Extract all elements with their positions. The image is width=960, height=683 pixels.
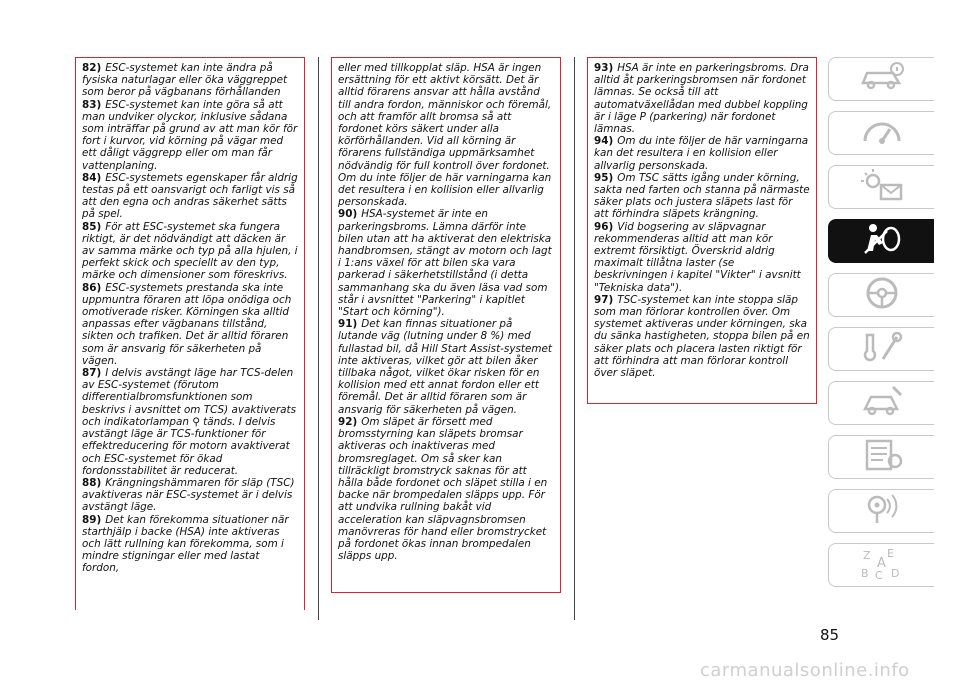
warning-note [82,99,298,172]
note-number: 89) [82,513,102,526]
note-text: HSA är inte en parkeringsbroms. Dra alltid åt parkeringsbromsen när fordonet lämnas. Se också till att automatväxellådan med dubbel koppling är i läge P (parkering) när fordonet lämnas. [594,62,809,136]
note-number: 93) [594,62,614,74]
emergency-tools-icon [857,329,907,369]
warning-note [338,318,554,416]
technical-data-icon [857,437,907,477]
warning-note [82,514,298,575]
text-column-3 [587,57,817,404]
note-text: Om släpet är försett med bromsstyrning kan släpets bromsar aktiveras och inaktiveras med bromsreglaget. Om så sker kan tillräckligt bromstryck saknas för att hålla både fordonet och släpet stilla i en backe när brompedalen släpps upp. För att undvika rullning bakåt vid acceleration kan släpvagnsbromsen manövreras för hand eller bromstrycket på fordonet ökas innan brompedalen släpps upp. [338,415,548,563]
warning-note [82,62,298,99]
warning-lights-icon [857,167,907,207]
note-text: Det kan finnas situationer på lutande väg (lutning under 8 %) med fullastad bil, då Hill Start Assist-systemet inte aktiveras, vilket gör att bilen åker tillbaka något, vilket ökar risken för en kollision med ett annat fordon eller ett föremål. Det är alltid föraren som är ansvarig för säkerheten på vägen. [338,318,552,416]
svg-text:D: D [890,567,899,580]
note-number: 91) [338,318,358,331]
note-number: 95) [594,171,614,184]
driving-wheel-icon [857,275,907,315]
svg-text:E: E [886,547,894,560]
note-text: ESC-systemets egenskaper får aldrig testas på ett oansvarigt och farligt vis så att den egna och andras säkerhet sätts på spel. [82,171,298,221]
chapter-sidebar [828,57,934,597]
chapter-tab[interactable] [828,57,934,101]
chapter-tab[interactable] [828,543,934,587]
chapter-tab[interactable] [828,381,934,425]
note-text: ESC-systemets prestanda ska inte uppmuntra föraren att löpa onödiga och omotiverade risker. Körningen ska alltid anpassas efter vägbanans tillstånd, sikten och trafiken. Det är alltid föraren som är ansvarig för säkerheten på vägen. [82,281,292,367]
watermark: carmanualsonline.info [700,660,910,681]
note-text: TSC-systemet kan inte stoppa släp som man förlorar kontrollen över. Om systemet aktiveras under körningen, ska du sänka hastigheten, stoppa bilen på en säker plats och placera lasten riktigt för att förhindra att man förlorar kontroll över släpet. [594,293,810,380]
warning-note [594,172,810,221]
safety-airbag-icon [857,221,907,261]
note-text: ESC-systemet kan inte ändra på fysiska naturlagar eller öka väggreppet som beror på vägbanans förhållanden [82,62,288,99]
note-number: 87) [82,367,102,380]
multimedia-icon [857,491,907,531]
chapter-tab[interactable] [828,165,934,209]
maintenance-icon [857,383,907,423]
warning-note [82,367,298,477]
chapter-tab[interactable] [828,111,934,155]
svg-text:C: C [874,569,883,581]
warning-note [338,208,554,318]
warning-note [594,221,810,294]
note-number: 97) [594,293,614,306]
note-text: ESC-systemet kan inte göra så att man undviker olyckor, inklusive sådana som inträffar på grund av att man kör för fort i kurvor, vid körning på vägar med ett dåligt väggrepp eller om man får vattenplaning. [82,98,298,172]
note-text: Krängningshämmaren för släp (TSC) avaktiveras när ESC-systemet är i delvis avstängt läge. [82,476,295,514]
page-number: 85 [820,626,840,644]
note-number: 82) [82,62,102,74]
chapter-tab[interactable] [828,273,934,317]
note-number: 92) [338,415,358,428]
warning-note [82,221,298,282]
svg-text:Z: Z [862,549,871,562]
svg-text:A: A [876,556,886,571]
chapter-tab[interactable] [828,219,934,263]
warning-note [82,282,298,367]
chapter-tab[interactable] [828,489,934,533]
note-number: 83) [82,98,102,111]
note-text: HSA-systemet är inte en parkeringsbroms. Lämna därför inte bilen utan att ha aktiverat den elektriska handbromsen, stängt av motorn och lagt i 1:ans växel för att bilen ska vara parkerad i säkerhetstillstånd (i detta sammanhang ska du även läsa vad som står i avsnittet "Parkering" i kapitlet "Start och körning"). [338,208,552,319]
dashboard-lights-icon [857,113,907,153]
note-number: 90) [338,208,358,221]
note-text: Om TSC sätts igång under körning, sakta ned farten och stanna på närmaste säker plats och justera släpets last för att förhindra släpets krängning. [594,171,810,221]
warning-note [594,135,810,172]
chapter-tab[interactable] [828,327,934,371]
note-number: 86) [82,281,102,294]
note-number: 94) [594,135,614,148]
warning-note [594,294,810,379]
text-column-1 [75,57,305,610]
note-number: 84) [82,171,102,184]
note-text: Det kan förekomma situationer när starthjälp i backe (HSA) inte aktiveras och lätt rullning kan förekomma, som i mindre stigningar eller med lastat fordon, [82,513,289,575]
note-text: Om du inte följer de här varningarna kan det resultera i en kollision eller allvarlig personskada. [594,135,809,172]
note-text: eller med tillkopplat släp. HSA är ingen ersättning för ett aktivt körsätt. Det är alltid förarens ansvar att hålla avstånd till andra fordon, människor och föremål, och att framför allt bromsa så att fordonet körs säkert under alla körförhållanden. Vid all körning är förarens fullständiga uppmärksamhet nödvändig för full kontroll över fordonet. Om du inte följer de här varningarna kan det resultera i en kollision eller allvarlig personskada. [338,62,552,209]
note-number: 85) [82,220,102,233]
car-info-icon [857,59,907,99]
warning-note [82,477,298,514]
warning-note [338,62,554,208]
note-number: 96) [594,220,614,233]
text-column-2 [331,57,561,593]
note-text: Vid bogsering av släpvagnar rekommenderas alltid att man kör extremt försiktigt. Överskrid aldrig maximalt tillåtna laster (se beskrivningen i kapitel "Vikter" i avsnitt "Tekniska data"). [594,220,801,294]
note-number: 88) [82,476,102,489]
warning-note [594,62,810,135]
warning-note [338,416,554,562]
note-text: I delvis avstängt läge har TCS-delen av ESC-systemet (förutom differentialbromsfunktionen som beskrivs i avsnittet om TCS) avaktiverats och indikatorlampan ⚲ tänds. I delvis avstängt läge är TCS-funktioner för effektreducering för motorn avaktiverat och ESC-systemet för ökad fordonsstabilitet är reducerat. [82,367,297,477]
warning-note [82,172,298,221]
index-letters-icon [857,545,907,585]
svg-text:B: B [860,567,869,580]
chapter-tab[interactable] [828,435,934,479]
note-text: För att ESC-systemet ska fungera riktigt, är det nödvändigt att däcken är av samma märke och typ på alla hjulen, i perfekt skick och speciellt av den typ, märke och dimensioner som föreskrivs. [82,220,298,282]
